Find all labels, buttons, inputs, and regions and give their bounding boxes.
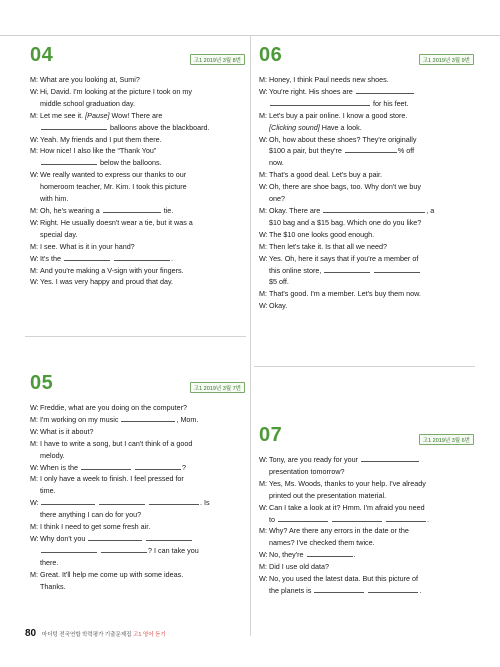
speaker-label: W:	[259, 455, 268, 464]
dialogue-text: We really wanted to express our thanks to our	[40, 170, 187, 180]
speaker-label: M:	[259, 478, 267, 488]
dialogue-line	[259, 98, 474, 110]
speaker-label: W:	[259, 301, 268, 311]
dialogue-line	[30, 181, 245, 193]
dialogue-text: , Mom.	[176, 414, 199, 424]
section-number: 07	[259, 424, 283, 446]
answer-blank[interactable]	[386, 514, 426, 522]
dialogue-text: special day.	[40, 229, 78, 239]
dialogue-line	[30, 134, 245, 146]
dialogue-text: Let's buy a pair online. I know a good store.	[269, 110, 408, 120]
answer-blank[interactable]	[361, 454, 419, 462]
speaker-label: M:	[30, 265, 38, 275]
dialogue-line	[30, 462, 245, 474]
dialogue-line	[259, 86, 474, 98]
dialogue-line	[30, 145, 245, 157]
dialogue-line	[259, 478, 474, 490]
dialogue-line	[259, 74, 474, 86]
dialogue-text	[98, 546, 100, 555]
dialogue-line	[30, 253, 245, 265]
dialogue-line	[30, 157, 245, 169]
dialogue-text	[143, 534, 145, 543]
dialogue-line	[259, 193, 474, 205]
dialogue-text: for his feet.	[371, 98, 409, 108]
dialogue-line	[30, 414, 245, 426]
dialogue-text: I think I need to get some fresh air.	[40, 522, 151, 532]
dialogue-text: .	[353, 550, 356, 560]
answer-blank[interactable]	[88, 533, 142, 541]
speaker-label: W:	[30, 403, 39, 412]
dialogue-line	[259, 217, 474, 229]
dialogue-line	[259, 502, 474, 514]
dialogue-text: That's good. I'm a member. Let's buy them now.	[269, 289, 421, 299]
dialogue-text: Then let's take it. Is that all we need?	[269, 241, 388, 251]
speaker-label: M:	[30, 522, 38, 532]
speaker-label: W:	[30, 462, 39, 472]
dialogue-line	[259, 122, 474, 134]
dialogue-text: printed out the presentation material.	[269, 490, 387, 500]
dialogue-text: now.	[269, 158, 284, 168]
speaker-label: M:	[259, 289, 267, 299]
dialogue-text: % off	[397, 146, 415, 156]
dialogue-line	[259, 181, 474, 193]
dialogue-text: one?	[269, 194, 285, 204]
dialogue-text: names? I've checked them twice.	[269, 538, 375, 548]
dialogue-text: .	[170, 253, 173, 263]
dialogue-text: Honey, I think Paul needs new shoes.	[269, 75, 389, 84]
speaker-label: M:	[30, 205, 38, 215]
dialogue-text: Have a look.	[319, 122, 362, 132]
dialogue-text: Okay. There are	[269, 205, 323, 215]
dialogue-line	[30, 276, 245, 288]
dialogue-text: Oh, he's wearing a	[40, 205, 102, 215]
dialogue-line	[259, 549, 474, 561]
dialogue-text: No, you used the latest data. But this picture of	[269, 574, 419, 584]
dialogue-text: Tony, are you ready for your	[269, 455, 360, 464]
dialogue-text: Why? Are there any errors in the date or the	[269, 526, 409, 536]
dialogue-line	[30, 241, 245, 253]
speaker-label: W:	[30, 277, 39, 287]
dialogue-text: ? I can take you	[148, 545, 199, 555]
dialogue-text: , a	[426, 205, 435, 215]
stage-direction: [Pause]	[85, 110, 110, 120]
dialogue-text: ?	[181, 462, 186, 472]
speaker-label: W:	[259, 253, 268, 263]
dialogue-text: Yeah. My friends and I put them there.	[40, 134, 162, 144]
dialogue-text: tie.	[161, 205, 174, 215]
answer-blank[interactable]	[64, 253, 110, 261]
dialogue-text: $5 off.	[269, 277, 289, 287]
dialogue-line	[30, 229, 245, 241]
speaker-label: W:	[30, 426, 39, 436]
speaker-label: W:	[259, 229, 268, 239]
dialogue-text: Yes. Oh, here it says that if you're a member of	[269, 253, 419, 263]
dialogue-text	[96, 498, 98, 507]
dialogue-line	[259, 525, 474, 537]
dialogue-line	[259, 300, 474, 312]
dialogue-line	[259, 253, 474, 265]
speaker-label: W:	[259, 502, 268, 512]
dialogue-text: Great. It'll help me come up with some ideas.	[40, 569, 184, 579]
answer-blank[interactable]	[99, 497, 145, 505]
speaker-label: W:	[259, 182, 268, 192]
dialogue-line	[259, 561, 474, 573]
dialogue-text	[111, 254, 113, 263]
speaker-label: M:	[259, 526, 267, 536]
dialogue-text: presentation tomorrow?	[269, 466, 345, 476]
footer-title	[42, 632, 166, 638]
dialogue-text: with him.	[40, 194, 69, 204]
dialogue-line	[30, 169, 245, 181]
dialogue-line	[259, 454, 474, 466]
speaker-label: W:	[259, 574, 268, 584]
dialogue-text: Hi, David. I'm looking at the picture I took on my	[40, 86, 192, 96]
speaker-label: M:	[30, 438, 38, 448]
dialogue-line	[259, 241, 474, 253]
stage-direction: [Clicking sound]	[269, 122, 320, 132]
answer-blank[interactable]	[374, 265, 420, 273]
dialogue-text: Why don't you	[40, 533, 88, 543]
speaker-label: M:	[259, 562, 267, 572]
dialogue-text: That's a good deal. Let's buy a pair.	[269, 170, 383, 180]
dialogue-line	[259, 169, 474, 181]
speaker-label: W:	[30, 134, 39, 144]
answer-blank[interactable]	[135, 462, 181, 470]
dialogue-text: Yes, Ms. Woods, thanks to your help. I've already	[269, 478, 426, 488]
dialogue-text: melody.	[40, 450, 65, 460]
answer-blank[interactable]	[332, 514, 382, 522]
dialogue-line	[259, 134, 474, 146]
speaker-label: W:	[259, 134, 268, 144]
dialogue-line	[30, 110, 245, 122]
speaker-label: M:	[259, 110, 267, 120]
speaker-label: W:	[30, 86, 39, 96]
answer-blank[interactable]	[41, 497, 95, 505]
dialogue-line	[30, 497, 245, 509]
dialogue-line	[30, 485, 245, 497]
dialogue-line	[30, 438, 245, 450]
exam-badge: 고1 2019년 3월 8번	[190, 54, 245, 65]
dialogue-line	[30, 205, 245, 217]
speaker-label: W:	[259, 550, 268, 560]
dialogue-text: Can I take a look at it? Hmm. I'm afraid you need	[269, 502, 425, 512]
dialogue-line	[30, 533, 245, 545]
dialogue-line	[259, 490, 474, 502]
dialogue-line	[30, 509, 245, 521]
answer-blank[interactable]	[81, 462, 131, 470]
dialogue-text	[146, 498, 148, 507]
dialogue-text: Let me see it.	[40, 110, 86, 120]
dialogue-text: I see. What is it in your hand?	[40, 241, 135, 251]
speaker-label: M:	[259, 170, 267, 180]
dialogue-line	[30, 557, 245, 569]
dialogue-text: time.	[40, 486, 56, 496]
dialogue-line	[30, 86, 245, 98]
dialogue-text: What are you looking at, Sumi?	[40, 75, 140, 84]
dialogue-text: How nice! I also like the “Thank You”	[40, 146, 157, 156]
column-divider	[250, 36, 251, 636]
dialogue-line	[259, 265, 474, 277]
speaker-label: M:	[259, 205, 267, 215]
dialogue-line	[259, 110, 474, 122]
dialogue-text: .	[419, 585, 422, 595]
dialogue-line	[259, 573, 474, 585]
dialogue-text	[329, 515, 331, 524]
dialogue-text	[365, 586, 367, 595]
dialogue-line	[30, 122, 245, 134]
speaker-label: M:	[259, 75, 267, 84]
dialogue-line	[30, 521, 245, 533]
section-divider-right	[254, 366, 475, 367]
dialogue-text: to	[269, 514, 277, 524]
dialogue-line	[30, 193, 245, 205]
dialogue-line	[259, 537, 474, 549]
answer-blank[interactable]	[121, 414, 175, 422]
answer-blank[interactable]	[314, 585, 364, 593]
section-number: 05	[30, 372, 54, 394]
answer-blank[interactable]	[41, 545, 97, 553]
section-number: 04	[30, 44, 54, 66]
dialogue-text: It's the	[40, 253, 63, 263]
dialogue-text: Freddie, what are you doing on the computer?	[40, 403, 188, 412]
dialogue-line	[30, 473, 245, 485]
speaker-label: M:	[259, 241, 267, 251]
speaker-label: M:	[30, 110, 38, 120]
dialogue-line	[259, 514, 474, 526]
dialogue-line	[30, 98, 245, 110]
dialogue-line	[259, 276, 474, 288]
speaker-label: M:	[30, 569, 38, 579]
answer-blank[interactable]	[345, 145, 397, 153]
dialogue-text: I'm working on my music	[40, 414, 121, 424]
exam-badge: 고1 2019년 3월 7번	[190, 382, 245, 393]
dialogue-text: You're right. His shoes are	[269, 86, 355, 96]
book-subject: 고1 영어 듣기	[133, 632, 166, 638]
dialogue-line	[259, 288, 474, 300]
dialogue-line	[259, 205, 474, 217]
speaker-label: W:	[30, 498, 39, 508]
dialogue-text: . Is	[200, 498, 210, 508]
dialogue-text: Yes. I was very happy and proud that day.	[40, 277, 174, 287]
dialogue-line	[30, 74, 245, 86]
section-divider-left	[25, 336, 246, 337]
answer-blank[interactable]	[114, 253, 170, 261]
dialogue-text: Oh, there are shoe bags, too. Why don't we buy	[269, 182, 421, 192]
dialogue-line	[259, 585, 474, 597]
dialogue-text: .	[427, 514, 429, 524]
exam-badge: 고1 2019년 3월 9번	[419, 54, 474, 65]
dialogue-line	[30, 581, 245, 593]
dialogue-text: Right. He usually doesn't wear a tie, but it was a	[40, 217, 193, 227]
dialogue	[259, 454, 474, 597]
dialogue-line	[30, 450, 245, 462]
dialogue-line	[30, 402, 245, 414]
speaker-label: W:	[30, 170, 39, 180]
answer-blank[interactable]	[324, 265, 370, 273]
dialogue-line	[30, 217, 245, 229]
dialogue-text: Thanks.	[40, 581, 66, 591]
answer-blank[interactable]	[103, 205, 161, 213]
dialogue-text: No, they're	[269, 550, 306, 560]
dialogue-text: middle school graduation day.	[40, 98, 135, 108]
dialogue	[30, 74, 245, 288]
dialogue-text: I have to write a song, but I can't think of a good	[40, 438, 193, 448]
answer-blank[interactable]	[149, 497, 199, 505]
dialogue-text: What is it about?	[40, 426, 94, 436]
dialogue-text: The $10 one looks good enough.	[269, 229, 375, 239]
speaker-label: M:	[30, 474, 38, 484]
dialogue-text: $10 bag and a $15 bag. Which one do you like?	[269, 217, 422, 227]
dialogue	[259, 74, 474, 312]
dialogue-text: homeroom teacher, Mr. Kim. I took this picture	[40, 182, 187, 192]
answer-blank[interactable]	[368, 585, 418, 593]
dialogue-text: there.	[40, 557, 59, 567]
dialogue-line	[259, 466, 474, 478]
dialogue-line	[30, 265, 245, 277]
page-footer	[25, 628, 166, 639]
dialogue-line	[259, 145, 474, 157]
answer-blank[interactable]	[356, 86, 414, 94]
dialogue-line	[259, 229, 474, 241]
dialogue-line	[30, 545, 245, 557]
answer-blank[interactable]	[101, 545, 147, 553]
dialogue-text: below the balloons.	[98, 158, 162, 168]
dialogue-text: $100 a pair, but they're	[269, 146, 344, 156]
dialogue-text	[132, 463, 134, 472]
page-number: 80	[25, 628, 37, 639]
answer-blank[interactable]	[278, 514, 328, 522]
dialogue-text	[371, 266, 373, 275]
answer-blank[interactable]	[307, 549, 353, 557]
speaker-label: W:	[30, 253, 39, 263]
speaker-label: M:	[30, 75, 38, 84]
answer-blank[interactable]	[41, 122, 107, 130]
dialogue-line	[30, 569, 245, 581]
speaker-label: M:	[30, 241, 38, 251]
speaker-label: M:	[30, 414, 38, 424]
dialogue-text: balloons above the blackboard.	[108, 122, 210, 132]
exam-badge: 고1 2019년 3월 6번	[419, 434, 474, 445]
dialogue-line	[259, 157, 474, 169]
speaker-label: M:	[30, 146, 38, 156]
dialogue-text	[383, 515, 385, 524]
answer-blank[interactable]	[270, 98, 370, 106]
dialogue-text: And you're making a V-sign with your fingers.	[40, 265, 184, 275]
book-title: 마더텅 전국연합 학력평가 기출문제집	[41, 632, 132, 638]
speaker-label: W:	[30, 533, 39, 543]
dialogue-text: Oh, how about these shoes? They're originally	[269, 134, 417, 144]
dialogue-text: I only have a week to finish. I feel pressed for	[40, 474, 184, 484]
dialogue-text: Wow! There are	[109, 110, 163, 120]
dialogue-line	[30, 426, 245, 438]
dialogue-text: When is the	[40, 462, 80, 472]
dialogue-text: the planets is	[269, 585, 314, 595]
dialogue-text: Did I use old data?	[269, 562, 329, 572]
dialogue-text: this online store,	[269, 265, 324, 275]
speaker-label: W:	[259, 86, 268, 96]
section-number: 06	[259, 44, 283, 66]
answer-blank[interactable]	[146, 533, 192, 541]
dialogue-text: Okay.	[269, 301, 288, 311]
answer-blank[interactable]	[41, 157, 97, 165]
dialogue	[30, 402, 245, 593]
speaker-label: W:	[30, 217, 39, 227]
answer-blank[interactable]	[323, 205, 425, 213]
dialogue-text: there anything I can do for you?	[40, 510, 142, 520]
